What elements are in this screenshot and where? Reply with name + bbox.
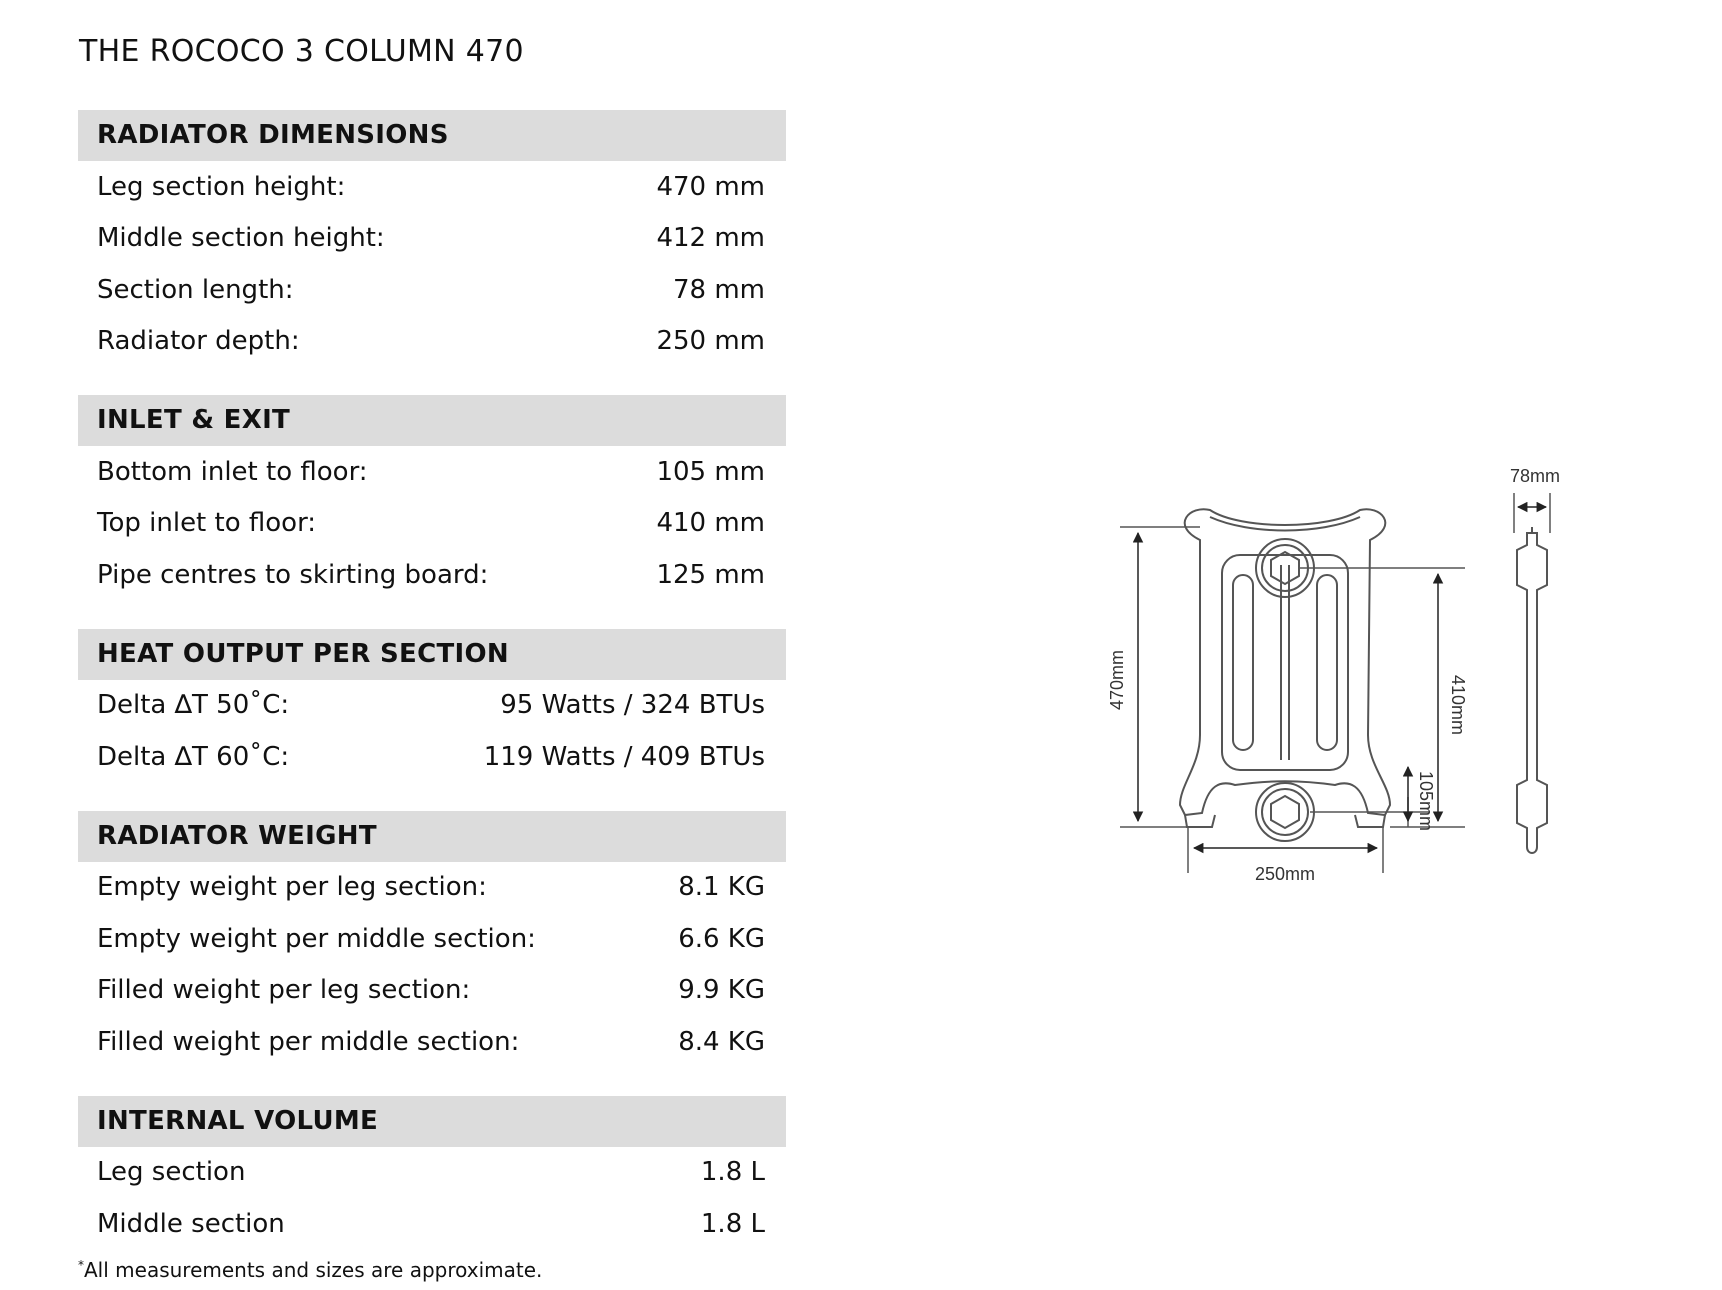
section-radiator-weight (78, 811, 786, 1068)
section-header: INLET & EXIT (78, 395, 786, 446)
dimension-470 (1120, 527, 1200, 827)
dimension-250-label: 250mm (1254, 864, 1316, 884)
spec-value: 412 mm (656, 223, 765, 254)
footnote (78, 1258, 542, 1282)
dimension-410 (1300, 568, 1465, 827)
dimension-410-label: 410mm (1448, 674, 1468, 736)
spec-row (78, 965, 786, 1017)
spec-row (78, 680, 786, 732)
spec-label: Delta ∆T 50˚C: (97, 690, 290, 721)
spec-row (78, 161, 786, 213)
spec-row (78, 498, 786, 550)
spec-row (78, 1198, 786, 1250)
spec-row (78, 213, 786, 265)
spec-label: Empty weight per middle section: (97, 923, 536, 954)
radiator-side-view (1517, 527, 1547, 853)
spec-value: 8.4 KG (678, 1026, 765, 1057)
spec-value: 105 mm (656, 456, 765, 487)
dimension-105 (1310, 767, 1430, 827)
section-header: RADIATOR WEIGHT (78, 811, 786, 862)
spec-value: 8.1 KG (678, 872, 765, 903)
spec-row (78, 1147, 786, 1199)
spec-label: Radiator depth: (97, 326, 300, 357)
spec-label: Section length: (97, 274, 294, 305)
spec-value: 78 mm (672, 274, 765, 305)
section-inlet-exit (78, 395, 786, 601)
spec-value: 119 Watts / 409 BTUs (483, 741, 765, 772)
spec-row (78, 1016, 786, 1068)
section-header: HEAT OUTPUT PER SECTION (78, 629, 786, 680)
spec-label: Empty weight per leg section: (97, 872, 487, 903)
spec-value: 95 Watts / 324 BTUs (500, 690, 765, 721)
spec-value: 1.8 L (700, 1208, 765, 1239)
spec-value: 9.9 KG (678, 975, 765, 1006)
spec-label: Delta ∆T 60˚C: (97, 741, 290, 772)
spec-label: Bottom inlet to floor: (97, 456, 368, 487)
spec-label: Filled weight per middle section: (97, 1026, 520, 1057)
dimension-78-label: 78mm (1509, 466, 1561, 486)
dimension-105-label: 105mm (1416, 770, 1436, 832)
spec-value: 250 mm (656, 326, 765, 357)
spec-label: Leg section (97, 1157, 246, 1188)
spec-table (78, 110, 786, 1278)
section-header: RADIATOR DIMENSIONS (78, 110, 786, 161)
section-radiator-dimensions (78, 110, 786, 367)
spec-label: Middle section height: (97, 223, 385, 254)
spec-label: Leg section height: (97, 171, 346, 202)
spec-row (78, 264, 786, 316)
spec-value: 410 mm (656, 508, 765, 539)
spec-row (78, 549, 786, 601)
spec-label: Pipe centres to skirting board: (97, 559, 489, 590)
footnote-text: All measurements and sizes are approximate. (84, 1258, 543, 1282)
spec-value: 470 mm (656, 171, 765, 202)
section-internal-volume (78, 1096, 786, 1250)
spec-row (78, 316, 786, 368)
spec-row (78, 862, 786, 914)
spec-value: 1.8 L (700, 1157, 765, 1188)
spec-label: Filled weight per leg section: (97, 975, 471, 1006)
spec-value: 125 mm (656, 559, 765, 590)
page-title: THE ROCOCO 3 COLUMN 470 (79, 34, 524, 69)
radiator-diagram (1100, 455, 1580, 955)
dimension-470-label: 470mm (1107, 649, 1127, 711)
spec-row (78, 731, 786, 783)
radiator-drawing-svg (1100, 455, 1580, 955)
spec-row (78, 913, 786, 965)
spec-value: 6.6 KG (678, 923, 765, 954)
spec-label: Top inlet to floor: (97, 508, 317, 539)
section-heat-output (78, 629, 786, 783)
section-header: INTERNAL VOLUME (78, 1096, 786, 1147)
spec-row (78, 446, 786, 498)
footnote-marker: * (78, 1258, 84, 1272)
radiator-front-view (1180, 509, 1390, 841)
spec-label: Middle section (97, 1208, 285, 1239)
